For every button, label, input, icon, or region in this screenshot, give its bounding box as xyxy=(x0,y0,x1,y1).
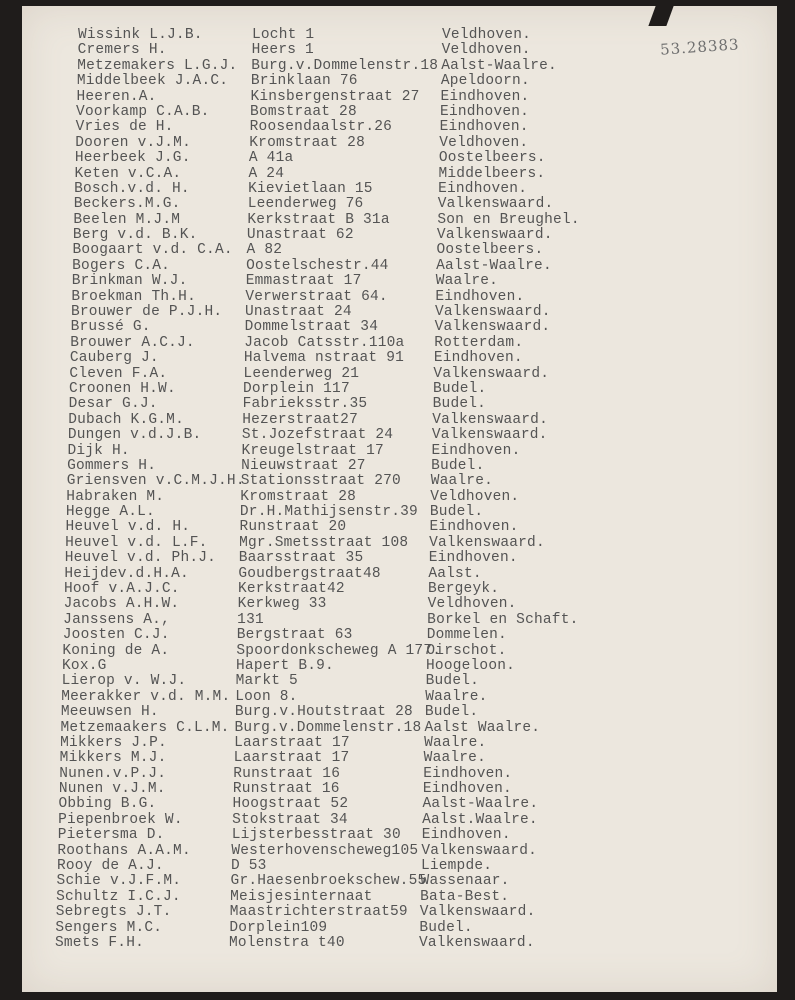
entry-address: Laarstraat 17 xyxy=(233,750,350,767)
entry-address: Oostelschestr.44 xyxy=(246,257,389,274)
entry-name: Brinkman W.J. xyxy=(71,273,188,290)
entry-place: Valkenswaard. xyxy=(437,196,554,213)
entry-address: Halvema nstraat 91 xyxy=(243,350,405,367)
entry-place: Eindhoven. xyxy=(440,103,530,120)
entry-name: Cauberg J. xyxy=(69,350,159,367)
entry-name: Jacobs A.H.W. xyxy=(63,596,180,613)
entry-place: Eindhoven. xyxy=(435,288,525,305)
entry-name: Lierop v. W.J. xyxy=(61,673,187,690)
entry-place: Valkenswaard. xyxy=(432,411,548,428)
entry-name: Berg v.d. B.K. xyxy=(72,227,198,244)
entry-place: Eindhoven. xyxy=(438,180,528,197)
entry-place: Valkenswaard. xyxy=(419,904,536,921)
entry-place: Son en Breughel. xyxy=(437,211,580,228)
entry-address: Kerkstraat B 31a xyxy=(247,211,390,228)
entry-address: Unastraat 62 xyxy=(246,227,354,244)
entry-address: Jacob Catsstr.110a xyxy=(244,334,405,351)
handwritten-reference-note: 53.28383 xyxy=(659,35,741,59)
entry-place: Dommelen. xyxy=(426,627,507,644)
entry-place: Hoogeloon. xyxy=(426,657,516,674)
entry-name: Dijk H. xyxy=(67,442,130,459)
entry-place: Budel. xyxy=(432,396,487,413)
entry-place: Borkel en Schaft. xyxy=(427,611,579,628)
entry-name: Janssens A., xyxy=(63,611,170,628)
entry-address: Hoogstraat 52 xyxy=(232,796,349,813)
entry-name: Roothans A.A.M. xyxy=(57,842,191,859)
entry-name: Heeren.A. xyxy=(76,88,157,105)
entry-address: Laarstraat 17 xyxy=(234,734,350,751)
entry-place: Liempde. xyxy=(420,858,493,875)
entry-place: Oostelbeers. xyxy=(436,242,544,259)
entry-address: Verwerstraat 64. xyxy=(245,288,388,305)
entry-name: Dooren v.J.M. xyxy=(75,134,191,151)
entry-place: Aalst-Waalre. xyxy=(422,796,539,813)
entry-address: Gr.Haesenbroekschew.55 xyxy=(230,873,427,890)
entry-place: Budel. xyxy=(425,673,480,690)
entry-address: Emmastraat 17 xyxy=(245,273,362,290)
entry-address: Kerkweg 33 xyxy=(237,596,327,613)
entry-name: Meeuwsen H. xyxy=(60,704,159,721)
entry-address: Stokstraat 34 xyxy=(232,811,348,828)
entry-name: Desar G.J. xyxy=(68,396,158,413)
entry-address: Kievietlaan 15 xyxy=(248,180,373,197)
entry-address: Spoordonkscheweg A 177. xyxy=(236,642,442,659)
entry-name: Voorkamp C.A.B. xyxy=(76,103,210,120)
entry-address: Kromstraat 28 xyxy=(240,488,357,505)
entry-place: Valkenswaard. xyxy=(421,842,538,859)
entry-name: Rooy de A.J. xyxy=(56,858,164,875)
entry-place: Aalst-Waalre. xyxy=(441,57,557,74)
entry-name: Hoof v.A.J.C. xyxy=(63,581,180,598)
entry-place: Eindhoven. xyxy=(433,350,523,367)
entry-address: A 82 xyxy=(246,242,283,259)
entry-address: Bergstraat 63 xyxy=(236,627,353,644)
entry-name: Habraken M. xyxy=(66,488,165,505)
entry-address: Locht 1 xyxy=(252,27,315,43)
entry-name: Keten v.C.A. xyxy=(74,165,182,182)
entry-place: Bata-Best. xyxy=(420,888,510,905)
entry-place: Eindhoven. xyxy=(429,519,519,536)
entry-address: Dommelstraat 34 xyxy=(244,319,379,336)
entry-address: Brinklaan 76 xyxy=(250,73,358,90)
entry-place: Aalst.Waalre. xyxy=(422,811,538,828)
entry-name: Boogaart v.d. C.A. xyxy=(72,242,233,259)
entry-name: Sengers M.C. xyxy=(55,919,163,936)
entry-name: Metzemakers L.G.J. xyxy=(77,57,238,74)
entry-place: Eindhoven. xyxy=(421,827,511,844)
entry-name: Obbing B.G. xyxy=(58,796,157,813)
entry-name: Joosten C.J. xyxy=(62,627,170,644)
entry-place: Budel. xyxy=(433,380,487,397)
entry-place: Waalre. xyxy=(435,273,499,290)
entry-name: Brussé G. xyxy=(70,319,151,336)
entry-address: Baarsstraat 35 xyxy=(238,550,364,567)
entry-address: Burg.v.Dommelenstr.18 xyxy=(251,57,439,74)
entry-name: Beckers.M.G. xyxy=(73,196,181,213)
entry-place: Eindhoven. xyxy=(440,88,530,105)
entry-place: Oirschot. xyxy=(426,642,507,659)
entry-place: Aalst Waalre. xyxy=(424,719,541,736)
entry-place: Rotterdam. xyxy=(434,334,524,351)
entry-name: Heijdev.d.H.A. xyxy=(64,565,189,582)
entry-place: Budel. xyxy=(429,504,484,521)
entry-address: Stationsstraat 270 xyxy=(240,473,401,490)
entry-name: Vries de H. xyxy=(75,119,174,136)
entry-place: Veldhoven. xyxy=(427,596,517,613)
entry-place: Waalre. xyxy=(424,734,487,751)
entry-place: Budel. xyxy=(424,704,479,721)
entry-address: Goudbergstraat48 xyxy=(238,565,381,582)
entry-address: Kreugelstraat 17 xyxy=(241,442,384,459)
entry-address: Runstraat 20 xyxy=(239,519,347,536)
entry-address: Heers 1 xyxy=(251,42,314,59)
entry-name: Brouwer de P.J.H. xyxy=(70,304,223,321)
entry-name: Heuvel v.d. Ph.J. xyxy=(64,550,217,567)
entry-place: Waalre. xyxy=(430,473,493,490)
entry-name: Bogers C.A. xyxy=(72,257,171,274)
entry-address: Dr.H.Mathijsenstr.39 xyxy=(239,504,418,521)
entry-name: Meerakker v.d. M.M. xyxy=(61,688,231,705)
entry-name: Croonen H.W. xyxy=(69,380,176,397)
entry-address: St.Jozefstraat 24 xyxy=(241,427,394,444)
entry-address: 131 xyxy=(237,611,264,628)
entry-address: Kromstraat 28 xyxy=(249,134,365,151)
entry-address: Leenderweg 21 xyxy=(243,365,360,382)
entry-address: Hezerstraat27 xyxy=(242,411,358,428)
entry-place: Veldhoven. xyxy=(439,134,529,151)
entry-address: Unastraat 24 xyxy=(244,304,352,321)
entry-place: Eindhoven. xyxy=(422,781,512,798)
entry-name: Smets F.H. xyxy=(55,935,145,951)
entry-address: Leenderweg 76 xyxy=(247,196,364,213)
entry-name: Hegge A.L. xyxy=(65,504,155,521)
entry-name: Schie v.J.F.M. xyxy=(56,873,182,890)
entry-name: Sebregts J.T. xyxy=(55,904,172,921)
entry-place: Apeldoorn. xyxy=(440,73,530,90)
entry-address: Westerhovenscheweg105 xyxy=(231,842,419,859)
entry-name: Wissink L.J.B. xyxy=(78,27,203,43)
entry-name: Metzemaakers C.L.M. xyxy=(60,719,230,736)
entry-address: A 41a xyxy=(248,150,294,167)
entry-address: Mgr.Smetsstraat 108 xyxy=(239,534,409,551)
entry-address: Dorplein 117 xyxy=(243,380,350,397)
entry-place: Veldhoven. xyxy=(430,488,520,505)
entry-name: Piepenbroek W. xyxy=(58,811,183,828)
entry-address: Burg.v.Houtstraat 28 xyxy=(234,704,413,721)
entry-place: Veldhoven. xyxy=(442,27,532,43)
entry-name: Koning de A. xyxy=(62,642,170,659)
entry-place: Valkenswaard. xyxy=(436,227,553,244)
entry-name: Nunen v.J.M. xyxy=(58,781,166,798)
entry-address: D 53 xyxy=(230,858,267,875)
entry-address: Maastrichterstraat59 xyxy=(229,904,408,921)
entry-name: Schultz I.C.J. xyxy=(56,888,181,905)
entry-name: Heuvel v.d. H. xyxy=(65,519,191,536)
entry-place: Middelbeers. xyxy=(438,165,546,182)
entry-address: Fabrieksstr.35 xyxy=(242,396,368,413)
entry-name: Griensven v.C.M.J.H. xyxy=(66,473,245,490)
entry-place: Valkenswaard. xyxy=(431,427,548,444)
entry-name: Nunen.v.P.J. xyxy=(59,765,167,782)
entry-name: Brouwer A.C.J. xyxy=(70,334,195,351)
entry-name: Middelbeek J.A.C. xyxy=(76,73,229,90)
entry-address: Dorplein109 xyxy=(229,919,328,936)
entry-name: Beelen M.J.M xyxy=(73,211,181,228)
entry-address: Nieuwstraat 27 xyxy=(241,457,366,474)
entry-name: Cleven F.A. xyxy=(69,365,168,382)
entry-place: Veldhoven. xyxy=(441,42,531,59)
entry-place: Budel. xyxy=(431,457,485,474)
entry-address: Kinsbergenstraat 27 xyxy=(250,88,420,105)
entry-address: Roosendaalstr.26 xyxy=(249,119,393,136)
entry-place: Eindhoven. xyxy=(431,442,521,459)
entry-address: Molenstra t40 xyxy=(229,935,345,951)
entry-place: Aalst. xyxy=(428,565,482,582)
entry-name: Mikkers M.J. xyxy=(59,750,167,767)
entry-name: Mikkers J.P. xyxy=(60,734,167,751)
entry-place: Waalre. xyxy=(423,750,486,767)
entry-address: Hapert B.9. xyxy=(236,657,334,674)
entry-name: Heerbeek J.G. xyxy=(74,150,191,167)
entry-name: Dungen v.d.J.B. xyxy=(67,427,202,444)
entry-place: Bergeyk. xyxy=(427,581,500,598)
entry-address: Lijsterbesstraat 30 xyxy=(231,827,401,844)
entry-name: Heuvel v.d. L.F. xyxy=(65,534,208,551)
entry-name: Bosch.v.d. H. xyxy=(74,180,190,197)
entry-place: Wassenaar. xyxy=(420,873,510,890)
entry-address: Burg.v.Dommelenstr.18 xyxy=(234,719,422,736)
entry-name: Broekman Th.H. xyxy=(71,288,196,305)
entry-address: Markt 5 xyxy=(235,673,298,690)
entry-place: Budel. xyxy=(419,919,473,936)
entry-name: Cremers H. xyxy=(77,42,167,59)
entry-address: A 24 xyxy=(248,165,285,182)
entry-name: Pietersma D. xyxy=(57,827,165,844)
page-edge xyxy=(777,0,795,1000)
entry-place: Oostelbeers. xyxy=(438,150,546,167)
entry-address: Loon 8. xyxy=(235,688,298,705)
entry-place: Eindhoven. xyxy=(423,765,513,782)
entry-address: Meisjesinternaat xyxy=(230,888,373,905)
entry-place: Valkenswaard. xyxy=(433,365,550,382)
entry-place: Valkenswaard. xyxy=(434,304,551,321)
entry-address: Runstraat 16 xyxy=(233,765,341,782)
entry-address: Kerkstraat42 xyxy=(237,581,345,598)
entry-place: Aalst-Waalre. xyxy=(436,257,552,274)
entry-place: Eindhoven. xyxy=(439,119,529,136)
entry-place: Valkenswaard. xyxy=(434,319,551,336)
entry-place: Valkenswaard. xyxy=(429,534,545,551)
entry-address: Bomstraat 28 xyxy=(250,103,357,120)
entry-place: Eindhoven. xyxy=(428,550,518,567)
entry-name: Gommers H. xyxy=(67,457,157,474)
entry-place: Valkenswaard. xyxy=(419,935,535,951)
entry-name: Kox.G xyxy=(62,657,107,674)
entry-place: Waalre. xyxy=(425,688,488,705)
entry-address: Runstraat 16 xyxy=(232,781,340,798)
entry-name: Dubach K.G.M. xyxy=(68,411,184,428)
